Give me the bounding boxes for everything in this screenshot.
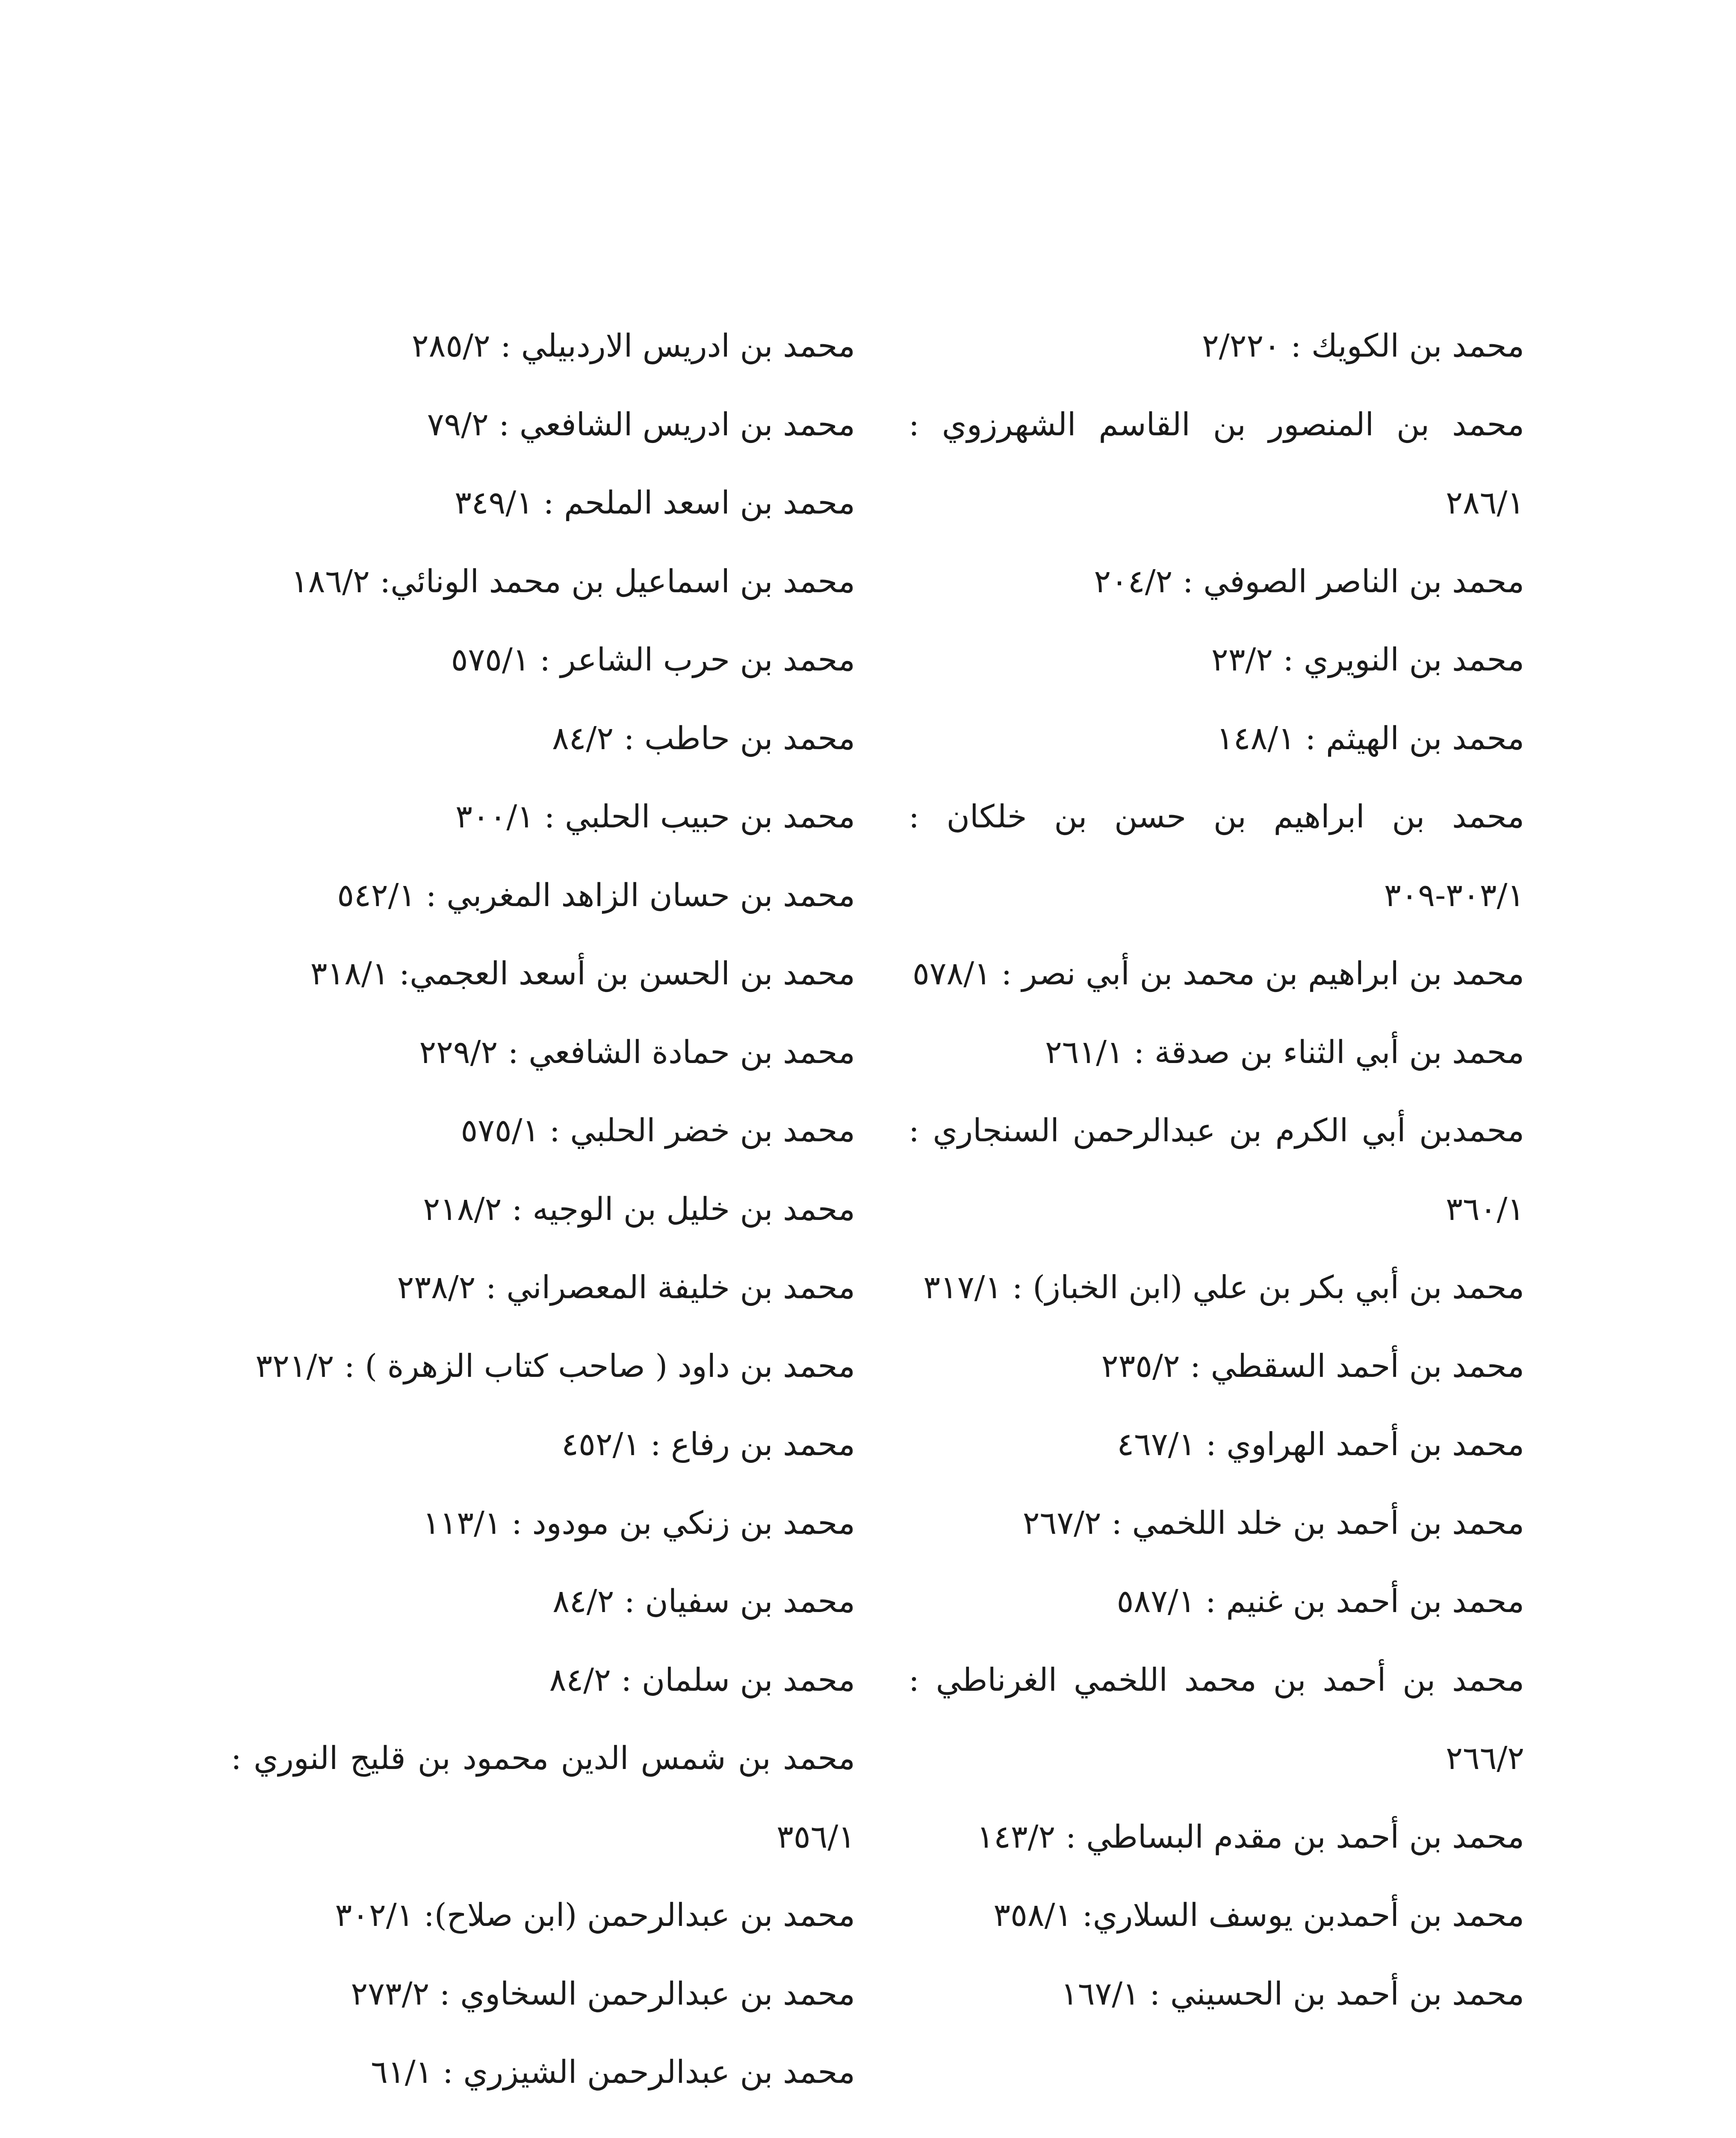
index-entry: محمد بن حسان الزاهد المغربي : ٥٤٢/١ [337, 877, 855, 914]
index-entry: محمد بن خليفة المعصراني : ٢٣٨/٢ [397, 1269, 855, 1306]
index-entry: محمد بن أحمدبن يوسف السلاري: ٣٥٨/١ [993, 1897, 1524, 1934]
index-entry: محمد بن اسعد الملحم : ٣٤٩/١ [455, 484, 855, 521]
index-entry: محمد بن أحمد بن الحسيني : ١٦٧/١ [1060, 1975, 1524, 2012]
index-entry: محمد بن أحمد بن محمد اللخمي الغرناطي : ٢٦٦/٢ [909, 1661, 1524, 1777]
index-entry: محمد بن خضر الحلبي : ٥٧٥/١ [461, 1112, 855, 1149]
index-entry: محمد بن أبي بكر بن علي (ابن الخباز) : ٣١٧/١ [923, 1269, 1524, 1306]
index-entry: محمد بن المنصور بن القاسم الشهرزوي : ٢٨٦/١ [909, 406, 1524, 521]
index-entry: محمد بن عبدالرحمن السخاوي : ٢٧٣/٢ [351, 1975, 855, 2012]
index-entry: محمد بن النويري : ٢٣/٢ [1211, 641, 1524, 678]
index-entry: محمد بن ادريس الاردبيلي : ٢٨٥/٢ [411, 328, 855, 364]
index-entry: محمد بن ادريس الشافعي : ٧٩/٢ [427, 406, 855, 443]
index-entry: محمد بن عبدالرحمن (ابن صلاح): ٣٠٢/١ [335, 1897, 855, 1934]
index-entry: محمد بن حرب الشاعر : ٥٧٥/١ [451, 641, 855, 678]
index-entry: محمد بن رفاع : ٤٥٢/١ [561, 1426, 855, 1463]
index-entry: محمد بن أحمد بن مقدم البساطي : ١٤٣/٢ [977, 1818, 1524, 1855]
index-entry: محمد بن أحمد الهراوي : ٤٦٧/١ [1117, 1426, 1524, 1463]
index-entry: محمد بن حمادة الشافعي : ٢٢٩/٢ [419, 1034, 855, 1071]
index-entry: محمد بن حاطب : ٨٤/٢ [552, 720, 855, 757]
index-entry: محمد بن ابراهيم بن محمد بن أبي نصر : ٥٧٨/١ [912, 955, 1524, 992]
index-entry: محمد بن حبيب الحلبي : ٣٠٠/١ [455, 798, 855, 835]
index-entry: محمد بن عبدالرحمن الشيزري : ٦١/١ [371, 2054, 855, 2091]
index-entry: محمد بن خليل بن الوجيه : ٢١٨/٢ [423, 1190, 855, 1228]
index-entry: محمد بن سفيان : ٨٤/٢ [552, 1583, 855, 1620]
index-entry: محمد بن أحمد السقطي : ٢٣٥/٢ [1101, 1347, 1524, 1385]
index-entry: محمد بن زنكي بن مودود : ١١٣/١ [422, 1504, 855, 1541]
index-entry: محمد بن ابراهيم بن حسن بن خلكان : ٣٠٣/١-٣٠٩ [909, 798, 1524, 914]
index-entry: محمد بن شمس الدين محمود بن قليج النوري : ٣٥٦/١ [231, 1740, 855, 1855]
index-entry: محمد بن اسماعيل بن محمد الونائي: ١٨٦/٢ [291, 563, 855, 600]
index-column-left [231, 307, 855, 2112]
index-entry: محمد بن داود ( صاحب كتاب الزهرة ) : ٣٢١/٢ [255, 1347, 855, 1385]
index-entry: محمد بن أحمد بن غنيم : ٥٨٧/١ [1116, 1583, 1524, 1620]
index-entry: محمد بن سلمان : ٨٤/٢ [549, 1661, 855, 1698]
index-entry: محمد بن الكويك : ٢/٢٢٠ [1202, 328, 1524, 364]
index-entry: محمدبن أبي الكرم بن عبدالرحمن السنجاري : ٣٦٠/١ [909, 1112, 1524, 1228]
index-entry: محمد بن الهيثم : ١٤٨/١ [1216, 720, 1524, 757]
index-entry: محمد بن الناصر الصوفي : ٢٠٤/٢ [1094, 563, 1524, 600]
index-column-right [909, 307, 1524, 2033]
index-entry: محمد بن الحسن بن أسعد العجمي: ٣١٨/١ [310, 955, 855, 992]
index-entry: محمد بن أحمد بن خلد اللخمي : ٢٦٧/٢ [1022, 1504, 1524, 1541]
index-entry: محمد بن أبي الثناء بن صدقة : ٢٦١/١ [1045, 1034, 1524, 1071]
